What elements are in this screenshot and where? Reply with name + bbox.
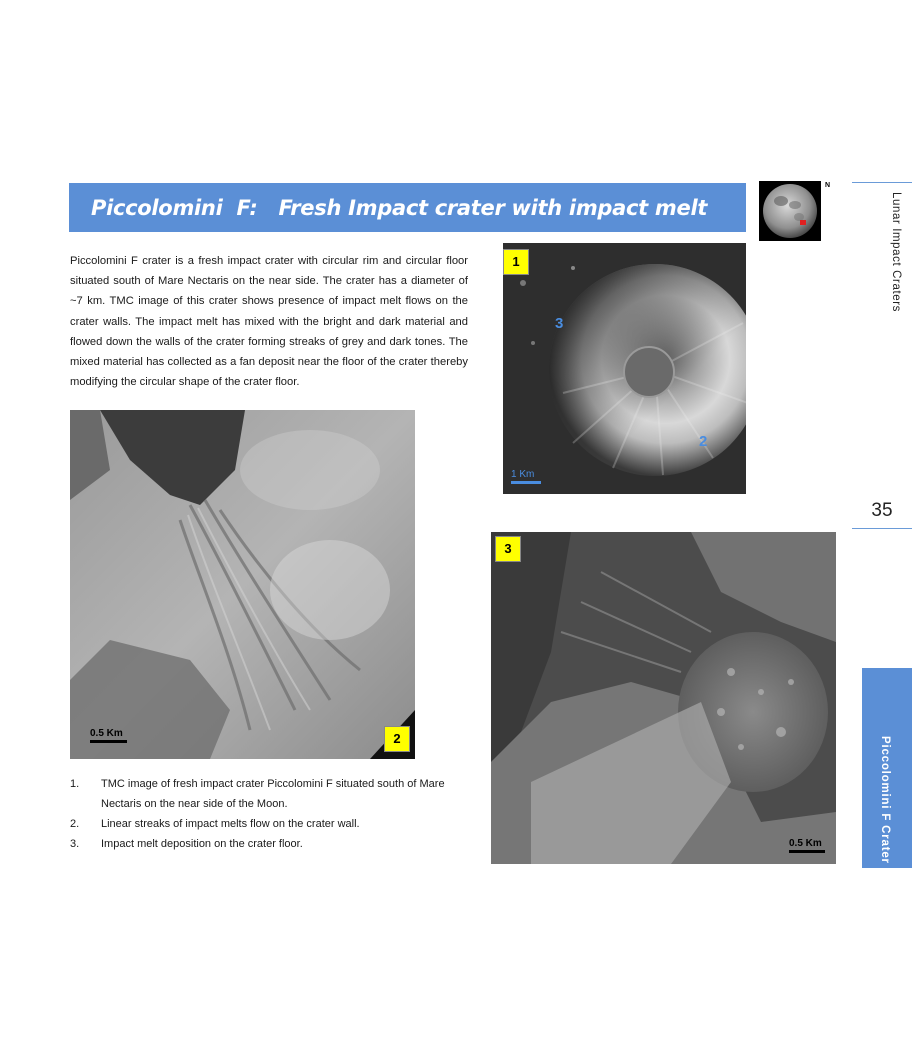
caption-number: 1.: [70, 778, 80, 790]
location-marker: [800, 220, 806, 225]
caption-text: Linear streaks of impact melts flow on the crater wall.: [101, 818, 360, 830]
caption-text: TMC image of fresh impact crater Piccolomini F situated south of Mare Nectaris on the near side of the Moon.: [101, 778, 445, 810]
scale-bar: [511, 469, 541, 484]
caption-number: 2.: [70, 818, 80, 830]
scale-bar: [789, 838, 825, 853]
moon-disc: [763, 184, 817, 238]
scale-label: 0.5 Km: [90, 728, 123, 739]
page-title: Piccolomini F: Fresh Impact crater with impact melt: [91, 196, 708, 220]
figure-badge: 3: [495, 536, 521, 562]
caption-text: Impact melt deposition on the crater floor.: [101, 838, 303, 850]
caption-item: [70, 834, 460, 854]
figure-captions: [70, 774, 460, 854]
scale-bar: [90, 728, 127, 743]
mare-shade: [774, 196, 788, 206]
scale-line: [90, 740, 127, 743]
moon-locator-thumbnail: [759, 181, 821, 241]
scale-line: [789, 850, 825, 853]
sidebar-divider: [852, 528, 912, 529]
scale-label: 1 Km: [511, 469, 535, 480]
figure-2: [70, 410, 415, 759]
crater-image-melt-streaks: [70, 410, 415, 759]
figure-badge: 2: [384, 726, 410, 752]
scale-line: [511, 481, 541, 484]
north-label: N: [825, 182, 831, 189]
caption-item: [70, 774, 460, 814]
intro-paragraph: Piccolomini F crater is a fresh impact crater with circular rim and circular floor situated south of Mare Nectaris on the near side. The crater has a diameter of ~7 km. TMC image of this crater shows presence of impact melt flows on the crater walls. The impact melt has mixed with the bright and dark material and flowed down the walls of the crater forming streaks of grey and dark tones. The mixed material has collected as a fan deposit near the floor of the crater thereby modifying the circular shape of the crater floor.: [70, 255, 468, 389]
figure-marker: 3: [555, 315, 564, 332]
section-label: Lunar Impact Craters: [890, 192, 902, 313]
chapter-tab-label: Piccolomini F Crater: [879, 736, 891, 864]
mare-shade: [794, 213, 804, 221]
moon-locator-graphic: [759, 181, 821, 241]
crater-image-melt-deposit: [491, 532, 836, 864]
figure-3: [491, 532, 836, 864]
chapter-tab[interactable]: [862, 668, 912, 868]
caption-number: 3.: [70, 838, 80, 850]
title-bar: [69, 183, 746, 232]
caption-item: [70, 814, 460, 834]
figure-badge: 1: [503, 249, 529, 275]
sidebar-section: [852, 180, 912, 510]
figure-marker: 2: [699, 433, 708, 450]
scale-label: 0.5 Km: [789, 838, 822, 849]
figure-1: [503, 243, 746, 494]
crater-image-overview: [503, 243, 746, 494]
mare-shade: [789, 201, 801, 209]
page-number: 35: [871, 500, 893, 521]
